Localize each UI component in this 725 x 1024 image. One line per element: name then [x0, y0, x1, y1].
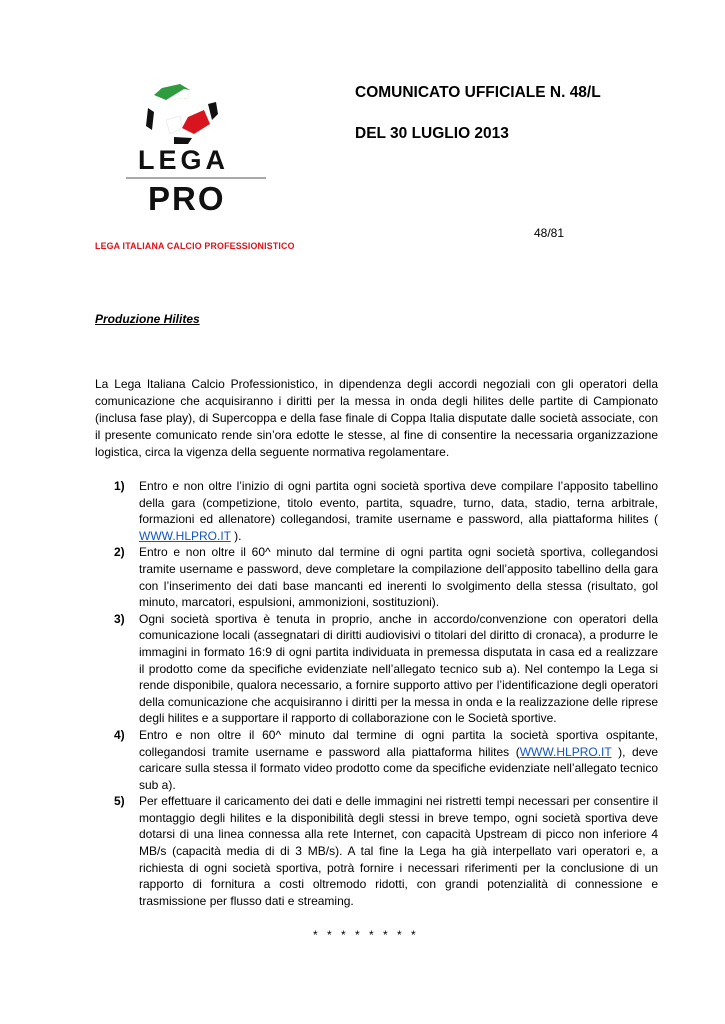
regulation-list: [114, 478, 658, 909]
item-number: 3): [114, 611, 125, 626]
logo-text-pro: PRO: [148, 180, 226, 217]
item-text: Entro e non oltre il 60^ minuto dal termine di ogni partita ogni società sportiva, collegandosi tramite username e password, deve completare la compilazione dell’apposito tabellino della gara con l’inserimento dei dati base mancanti ed inerenti lo svolgimento della stessa (risultato, gol minuto, marcatori, espulsioni, ammonizioni, sostituzioni).: [139, 545, 658, 610]
page-number: 48/81: [534, 226, 565, 240]
item-text: Per effettuare il caricamento dei dati e delle immagini nei ristretti tempi necessari per consentire il montaggio degli hilites e la disponibilità degli stessi in breve tempo, ogni società sportiva deve dotarsi di una linea connessa alla rete Internet, con capacità Upstream di picco non inferiore 4 MB/s (capacità media di di 3 MB/s). A tal fine la Lega ha già interpellato vari operatori e, a richiesta di ogni società sportiva, potrà fornire i necessari riferimenti per la conclusione di un rapporto di fornitura a costi oltremodo ridotti, con grandi potenzialità di connessione e trasmissione per flusso dati e streaming.: [139, 794, 658, 908]
communique-title: COMUNICATO UFFICIALE N. 48/L: [355, 84, 601, 101]
organization-name: LEGA ITALIANA CALCIO PROFESSIONISTICO: [95, 241, 295, 251]
item-number: 2): [114, 545, 125, 560]
item-text-after: ).: [230, 528, 242, 543]
list-item: [114, 544, 658, 610]
list-item: [114, 478, 658, 544]
section-title: Produzione Hilites: [95, 312, 200, 326]
item-text: Entro e non oltre l’inizio di ogni partita ogni società sportiva deve compilare l’apposito tabellino della gara (competizione, titolo evento, partita, squadre, turno, data, stadio, terna arbitrale, formazioni ed allenatore) collegandosi, tramite username e password, alla piattaforma hilites (: [139, 479, 658, 527]
list-item: [114, 793, 658, 909]
communique-date: DEL 30 LUGLIO 2013: [355, 125, 509, 142]
lega-pro-logo: [118, 82, 272, 217]
intro-paragraph: La Lega Italiana Calcio Professionistico, in dipendenza degli accordi negoziali con gli operatori della comunicazione che acquisiranno i diritti per la messa in onda degli hilites delle partite di Campionato (inclusa fase play), di Supercoppa e della fase finale di Coppa Italia disputate dalle società associate, con il presente comunicato rende sin’ora edotte le stesse, al fine di consentire la necessaria organizzazione logistica, circa la vigenza della seguente normativa regolamentare.: [95, 377, 658, 459]
logo-text-lega: LEGA: [138, 145, 230, 175]
item-number: 4): [114, 727, 125, 742]
logo-red-segment: [182, 110, 210, 134]
hlpro-link[interactable]: WWW.HLPRO.IT: [519, 744, 612, 759]
lega-pro-logo-graphic: [118, 82, 272, 217]
list-item: [114, 611, 658, 727]
hlpro-link[interactable]: WWW.HLPRO.IT: [139, 528, 231, 543]
footer-stars: * * * * * * * *: [313, 928, 419, 942]
item-number: 5): [114, 794, 125, 809]
item-number: 1): [114, 479, 125, 493]
item-text: Entro e non oltre il 60^ minuto dal termine di ogni partita la società sportiva ospitante, collegandosi tramite username e password alla piattaforma hilites (: [139, 727, 658, 759]
item-text: Ogni società sportiva è tenuta in proprio, anche in accordo/convenzione con operatori della comunicazione locali (assegnatari di diritti audiovisivi o titolari del diritto di cronaca), a produrre le immagini in formato 16:9 di ogni partita individuata in premessa disputata in casa ed a realizzare il prodotto come da specifiche evidenziate nell’allegato tecnico sub a). Nel contempo la Lega si rende disponibile, qualora necessario, a fornire supporto attivo per l’identificazione degli operatori della comunicazione che acquisiranno i diritti per la messa in onda e la realizzazione delle riprese degli hilites e a supportare il rapporto di collaborazione con le Società sportive.: [139, 611, 658, 726]
item-text-after: ), deve caricare sulla stessa il formato video prodotto come da specifiche evidenziate nell’allegato tecnico sub a).: [139, 744, 658, 792]
list-item: [114, 727, 658, 793]
